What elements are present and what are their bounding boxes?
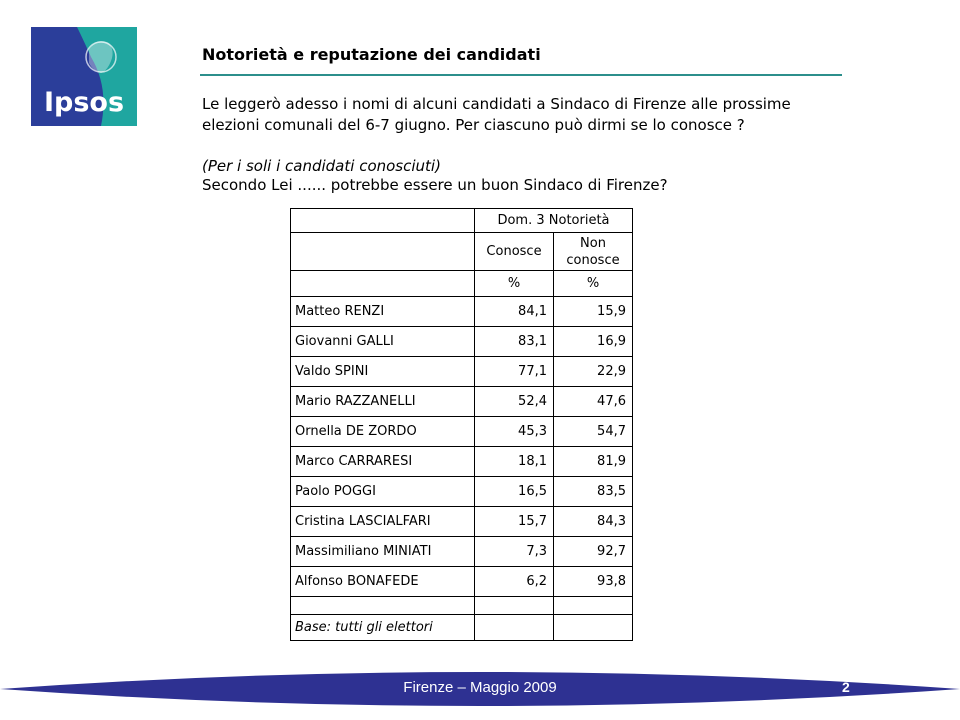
conosce-value: 77,1 bbox=[475, 357, 554, 387]
footer-text: Firenze – Maggio 2009 bbox=[403, 679, 557, 696]
notoriety-table bbox=[290, 208, 633, 641]
column-header-conosce: Conosce bbox=[475, 233, 554, 271]
non-conosce-value: 15,9 bbox=[554, 297, 633, 327]
intro-line-1: Le leggerò adesso i nomi di alcuni candidati a Sindaco di Firenze alle prossime bbox=[202, 95, 791, 113]
empty-cell bbox=[291, 597, 475, 615]
column-header-non-conosce-line1: Non bbox=[580, 235, 606, 251]
ipsos-logo bbox=[31, 27, 137, 126]
candidate-name: Ornella DE ZORDO bbox=[291, 417, 475, 447]
empty-cell bbox=[475, 615, 554, 641]
table-blank-row bbox=[291, 597, 633, 615]
table-row bbox=[291, 387, 633, 417]
table-header-row bbox=[291, 209, 633, 233]
conosce-value: 52,4 bbox=[475, 387, 554, 417]
conosce-value: 6,2 bbox=[475, 567, 554, 597]
column-header-non-conosce bbox=[554, 233, 633, 271]
note-text: (Per i soli i candidati conosciuti) bbox=[202, 157, 441, 175]
table-unit-row bbox=[291, 271, 633, 297]
unit-cell: % bbox=[475, 271, 554, 297]
candidate-name: Mario RAZZANELLI bbox=[291, 387, 475, 417]
non-conosce-value: 84,3 bbox=[554, 507, 633, 537]
header-empty-cell bbox=[291, 209, 475, 233]
table-row bbox=[291, 507, 633, 537]
candidate-name: Paolo POGGI bbox=[291, 477, 475, 507]
conosce-value: 45,3 bbox=[475, 417, 554, 447]
table-row bbox=[291, 537, 633, 567]
table-base-row bbox=[291, 615, 633, 641]
empty-cell bbox=[554, 615, 633, 641]
empty-cell bbox=[554, 597, 633, 615]
conosce-value: 84,1 bbox=[475, 297, 554, 327]
intro-line-2: elezioni comunali del 6-7 giugno. Per ciascuno può dirmi se lo conosce ? bbox=[202, 116, 745, 134]
non-conosce-value: 81,9 bbox=[554, 447, 633, 477]
non-conosce-value: 54,7 bbox=[554, 417, 633, 447]
conosce-value: 83,1 bbox=[475, 327, 554, 357]
candidate-name: Marco CARRARESI bbox=[291, 447, 475, 477]
table-row bbox=[291, 567, 633, 597]
conosce-value: 18,1 bbox=[475, 447, 554, 477]
non-conosce-value: 16,9 bbox=[554, 327, 633, 357]
non-conosce-value: 83,5 bbox=[554, 477, 633, 507]
column-header-non-conosce-line2: conosce bbox=[566, 252, 620, 268]
table-row bbox=[291, 357, 633, 387]
title-divider bbox=[200, 74, 842, 76]
question-text: Secondo Lei ...... potrebbe essere un buon Sindaco di Firenze? bbox=[202, 176, 668, 194]
conosce-value: 15,7 bbox=[475, 507, 554, 537]
svg-text:Ipsos: Ipsos bbox=[43, 87, 125, 118]
non-conosce-value: 22,9 bbox=[554, 357, 633, 387]
conosce-value: 16,5 bbox=[475, 477, 554, 507]
non-conosce-value: 92,7 bbox=[554, 537, 633, 567]
table-header-row bbox=[291, 233, 633, 271]
non-conosce-value: 93,8 bbox=[554, 567, 633, 597]
candidate-name: Matteo RENZI bbox=[291, 297, 475, 327]
table-row bbox=[291, 447, 633, 477]
table-row bbox=[291, 327, 633, 357]
table-row bbox=[291, 477, 633, 507]
group-header: Dom. 3 Notorietà bbox=[475, 209, 633, 233]
header-empty-cell bbox=[291, 233, 475, 271]
candidate-name: Valdo SPINI bbox=[291, 357, 475, 387]
unit-cell: % bbox=[554, 271, 633, 297]
table-row bbox=[291, 417, 633, 447]
candidate-name: Alfonso BONAFEDE bbox=[291, 567, 475, 597]
base-label: Base: tutti gli elettori bbox=[291, 615, 475, 641]
candidate-name: Giovanni GALLI bbox=[291, 327, 475, 357]
candidate-name: Cristina LASCIALFARI bbox=[291, 507, 475, 537]
intro-text bbox=[202, 94, 862, 136]
header-empty-cell bbox=[291, 271, 475, 297]
page-number: 2 bbox=[842, 679, 850, 695]
candidate-name: Massimiliano MINIATI bbox=[291, 537, 475, 567]
page-title: Notorietà e reputazione dei candidati bbox=[202, 45, 541, 64]
empty-cell bbox=[475, 597, 554, 615]
table-row bbox=[291, 297, 633, 327]
conosce-value: 7,3 bbox=[475, 537, 554, 567]
non-conosce-value: 47,6 bbox=[554, 387, 633, 417]
